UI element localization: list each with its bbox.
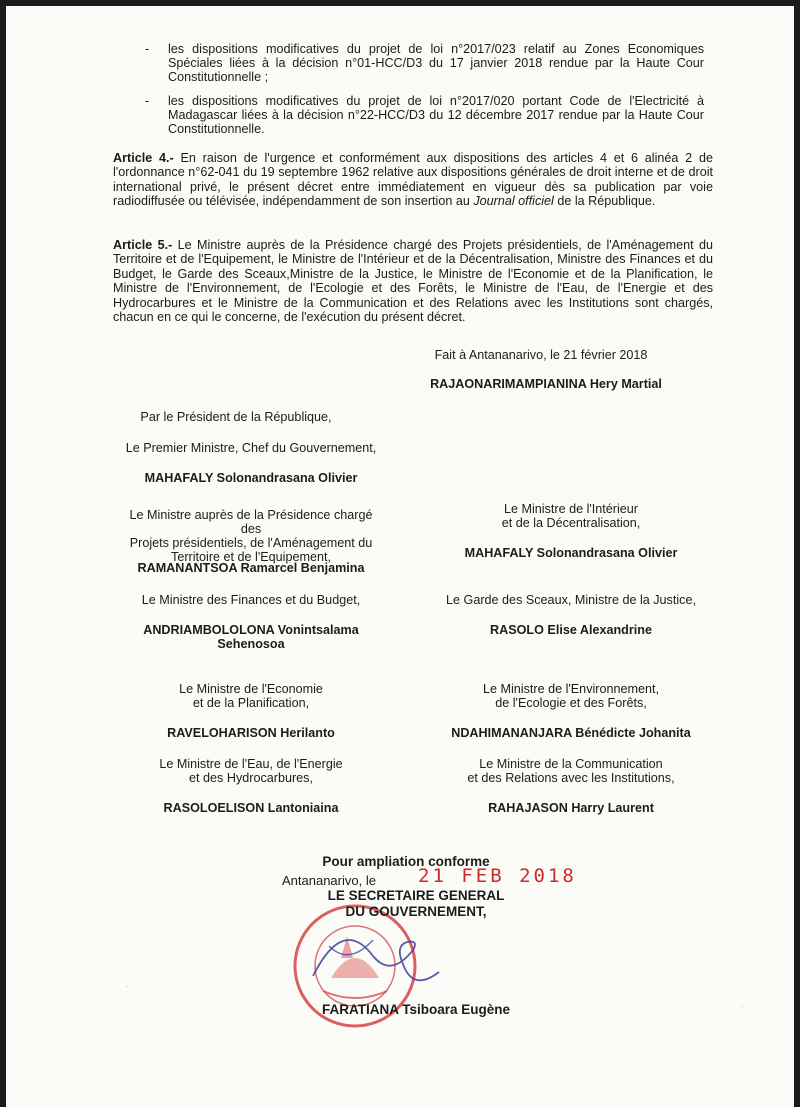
bullet-item [145,94,704,136]
title-line: et des Hydrocarbures, [189,771,313,785]
title-line: Le Ministre de l'Environnement, [482,682,659,696]
paper-speck: · [126,981,130,992]
pm-title: Le Premier Ministre, Chef du Gouvernement, [125,441,377,455]
ampliation-place: Antananarivo, le [282,873,376,888]
title-line: et des Relations avec les Institutions, [467,771,675,785]
ampliation-title: Pour ampliation conforme [322,854,490,869]
title-line: Projets présidentiels, de l'Aménagement du [129,536,373,550]
communication-minister-name: RAHAJASON Harry Laurent [488,801,654,815]
sg-title-line-1: LE SECRETAIRE GENERAL [327,888,505,903]
justice-minister-name: RASOLO Elise Alexandrine [490,623,652,637]
article-4-text-end: de la République. [553,194,656,209]
bullet-text: les dispositions modificatives du projet de loi n°2017/023 relatif au Zones Economiques Spéciales liées à la décision n°01-HCC/D3 du 17 janvier 2018 rendue par la Haute Cour Constitutionnelle ; [168,42,704,84]
presidence-title [121,508,381,564]
bullet-dash: - [145,42,150,56]
article-5-label: Article 5.- [113,238,173,252]
title-line: Territoire et de l'Equipement, [171,550,331,564]
eau-title [121,757,381,785]
title-line: et de la Planification, [192,696,310,710]
article-4-label: Article 4.- [113,151,174,165]
document-page [6,6,794,1107]
president-name: RAJAONARIMAMPIANINA Hery Martial [430,377,662,391]
received-date-stamp: 21 FEB 2018 [418,865,577,887]
title-line: de l'Ecologie et des Forêts, [495,696,647,710]
bullet-dash: - [145,94,150,108]
economie-minister-name: RAVELOHARISON Herilanto [167,726,335,740]
article-5 [113,238,713,324]
article-4 [113,151,713,209]
sg-name: FARATIANA Tsiboara Eugène [321,1002,511,1017]
fait-a-line: Fait à Antananarivo, le 21 février 2018 [434,348,648,362]
title-line: Le Ministre de la Communication [479,757,663,771]
par-le-president: Par le Président de la République, [140,410,332,424]
interieur-minister-name: MAHAFALY Solonandrasana Olivier [464,546,678,560]
pm-name: MAHAFALY Solonandrasana Olivier [144,471,358,485]
environnement-title [426,682,716,710]
title-line: Le Ministre de l'Eau, de l'Energie [159,757,343,771]
presidence-minister-name: RAMANANTSOA Ramarcel Benjamina [137,561,365,575]
title-line: et de la Décentralisation, [501,516,641,530]
title-line: Le Ministre de l'Intérieur [504,502,638,516]
sg-title-line-2: DU GOUVERNEMENT, [345,904,487,919]
finances-minister-name [121,623,381,651]
journal-officiel: Journal officiel [473,194,554,209]
bullet-text: les dispositions modificatives du projet de loi n°2017/020 portant Code de l'Electricité à Madagascar liées à la décision n°22-HCC/D3 du 12 décembre 2017 rendue par la Haute Cour Constitutionnelle. [168,94,704,136]
article-4-text: En raison de l'urgence et conformément aux dispositions des articles 4 et 6 alinéa 2 de l'ordonnance n°62-041 du 19 septembre 1962 relative aux dispositions générales de droit interne et de droit international privé, le présent décret entre immédiatement en vigueur dès sa publication par voie radiodiffusée ou télévisée, indépendamment de son insertion au [113,151,713,209]
bullet-list [6,42,794,146]
economie-title [121,682,381,710]
environnement-minister-name: NDAHIMANANJARA Bénédicte Johanita [451,726,691,740]
paper-speck: · [741,1001,745,1012]
justice-title: Le Garde des Sceaux, Ministre de la Justice, [446,593,696,607]
finances-title: Le Ministre des Finances et du Budget, [141,593,361,607]
eau-minister-name: RASOLOELISON Lantoniaina [163,801,339,815]
interieur-title [426,502,716,530]
name-line: Sehenosoa [217,637,285,651]
name-line: ANDRIAMBOLOLONA Vonintsalama [143,623,359,637]
communication-title [426,757,716,785]
bullet-item [145,42,704,84]
title-line: Le Ministre de l'Economie [179,682,323,696]
article-5-text: Le Ministre auprès de la Présidence chargé des Projets présidentiels, de l'Aménagement du Territoire et de l'Equipement, le Ministre de l'Intérieur et de la Décentralisation, Ministre des Finances et du Budget, le Garde des Sceaux,Ministre de la Justice, le Ministre de l'Economie et de la Planification, le Ministre de l'Environnement, de l'Ecologie et des Forêts, le Ministre de l'Eau, de l'Energie et des Hydrocarbures et le Ministre de la Communication et des Relations avec les Institutions sont chargés, chacun en ce qui le concerne, de l'exécution du présent décret. [113,238,713,325]
title-line: Le Ministre auprès de la Présidence chargé des [129,508,373,536]
ampliation-date-line [282,865,577,888]
